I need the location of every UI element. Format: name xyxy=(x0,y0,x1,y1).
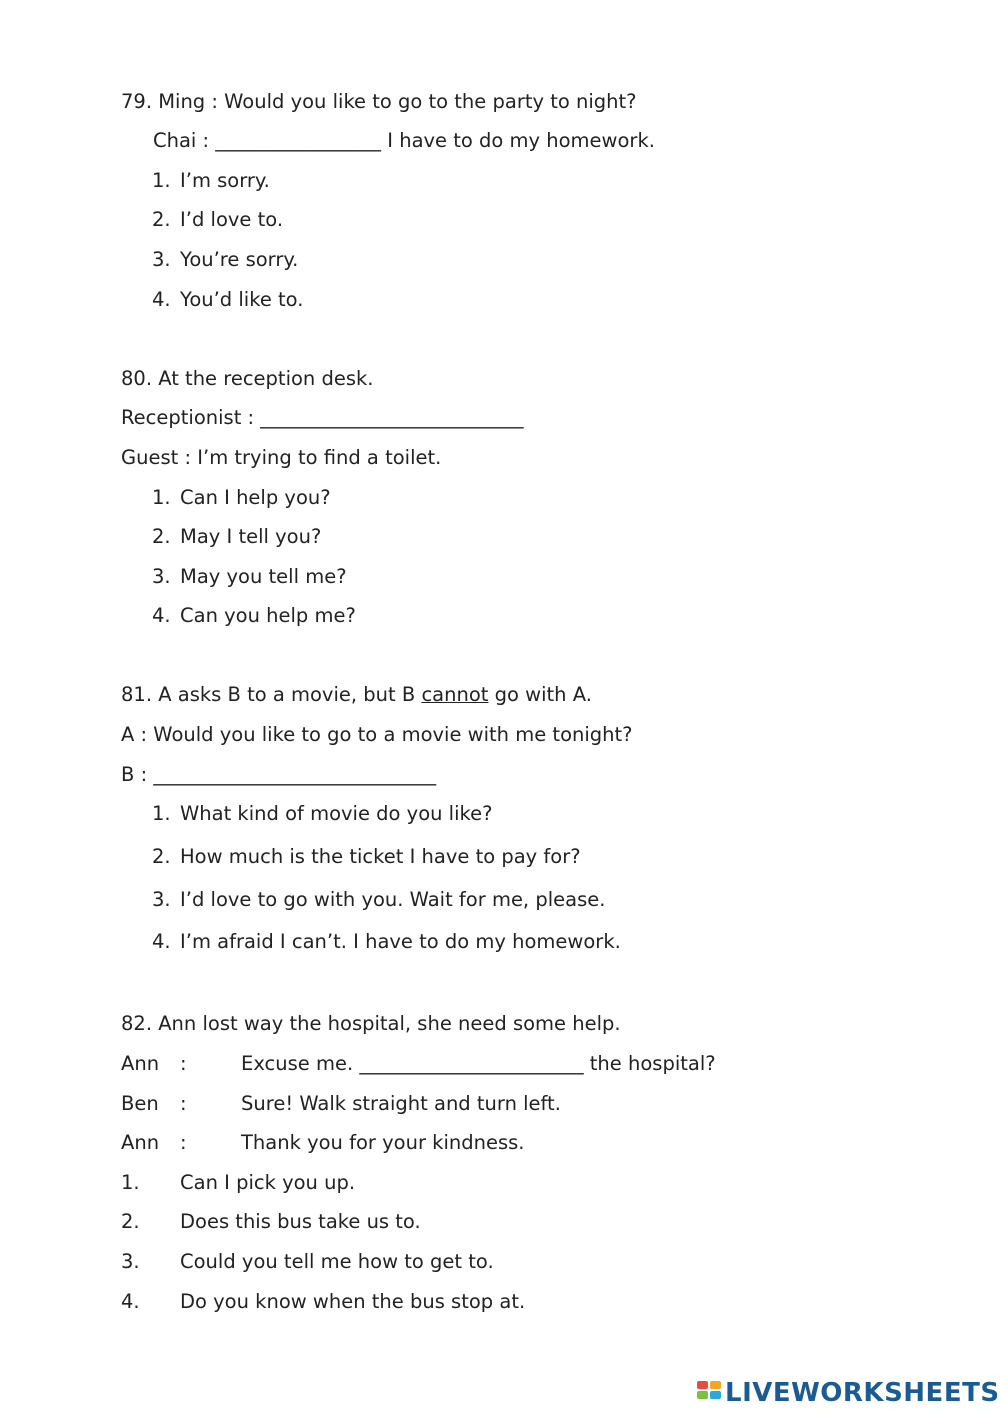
q82-dialog-line-3: Ann : Thank you for your kindness. xyxy=(121,1131,525,1154)
q82-option-4: 4. Do you know when the bus stop at. xyxy=(121,1290,526,1313)
q81-underlined-word: cannot xyxy=(421,683,489,706)
logo-text: LIVEWORKSHEETS xyxy=(725,1378,1000,1408)
q80-option-3: 3. May you tell me? xyxy=(152,565,347,588)
liveworksheets-logo-icon xyxy=(697,1379,723,1407)
q81-option-2: 2. How much is the ticket I have to pay for? xyxy=(152,845,581,868)
logo-block-1 xyxy=(697,1381,708,1389)
q82-dialog-line-1: Ann : Excuse me. _______________________ the hospital? xyxy=(121,1052,716,1075)
q79-option-1: 1. I’m sorry. xyxy=(152,169,270,192)
q82-dialog-line-2: Ben : Sure! Walk straight and turn left. xyxy=(121,1092,561,1115)
q79-option-2: 2. I’d love to. xyxy=(152,208,284,231)
q80-question: 80. At the reception desk. xyxy=(121,367,374,390)
q80-option-2: 2. May I tell you? xyxy=(152,525,322,548)
q80-receptionist-line: Receptionist : ___________________________ xyxy=(121,406,524,429)
logo-block-4 xyxy=(710,1391,721,1399)
q81-a-line: A : Would you like to go to a movie with me tonight? xyxy=(121,723,633,746)
q79-question: 79. Ming : Would you like to go to the party to night? xyxy=(121,90,637,113)
q79-option-3: 3. You’re sorry. xyxy=(152,248,299,271)
q82-option-1: 1. Can I pick you up. xyxy=(121,1171,356,1194)
q81-option-1: 1. What kind of movie do you like? xyxy=(152,802,493,825)
liveworksheets-logo xyxy=(697,1378,1000,1408)
q79-dialog: Chai : _________________ I have to do my homework. xyxy=(153,129,655,152)
q79-option-4: 4. You’d like to. xyxy=(152,288,304,311)
q82-option-3: 3. Could you tell me how to get to. xyxy=(121,1250,494,1273)
q81-question: 81. A asks B to a movie, but B cannot go with A. xyxy=(121,683,592,706)
q81-option-4: 4. I’m afraid I can’t. I have to do my homework. xyxy=(152,930,621,953)
q80-option-4: 4. Can you help me? xyxy=(152,604,356,627)
logo-block-3 xyxy=(697,1391,708,1399)
q82-option-2: 2. Does this bus take us to. xyxy=(121,1210,421,1233)
q81-option-3: 3. I’d love to go with you. Wait for me, please. xyxy=(152,888,606,911)
q80-guest-line: Guest : I’m trying to find a toilet. xyxy=(121,446,442,469)
logo-block-2 xyxy=(710,1381,721,1389)
q80-option-1: 1. Can I help you? xyxy=(152,486,331,509)
q82-question: 82. Ann lost way the hospital, she need some help. xyxy=(121,1012,621,1035)
q81-b-line: B : _____________________________ xyxy=(121,763,437,786)
